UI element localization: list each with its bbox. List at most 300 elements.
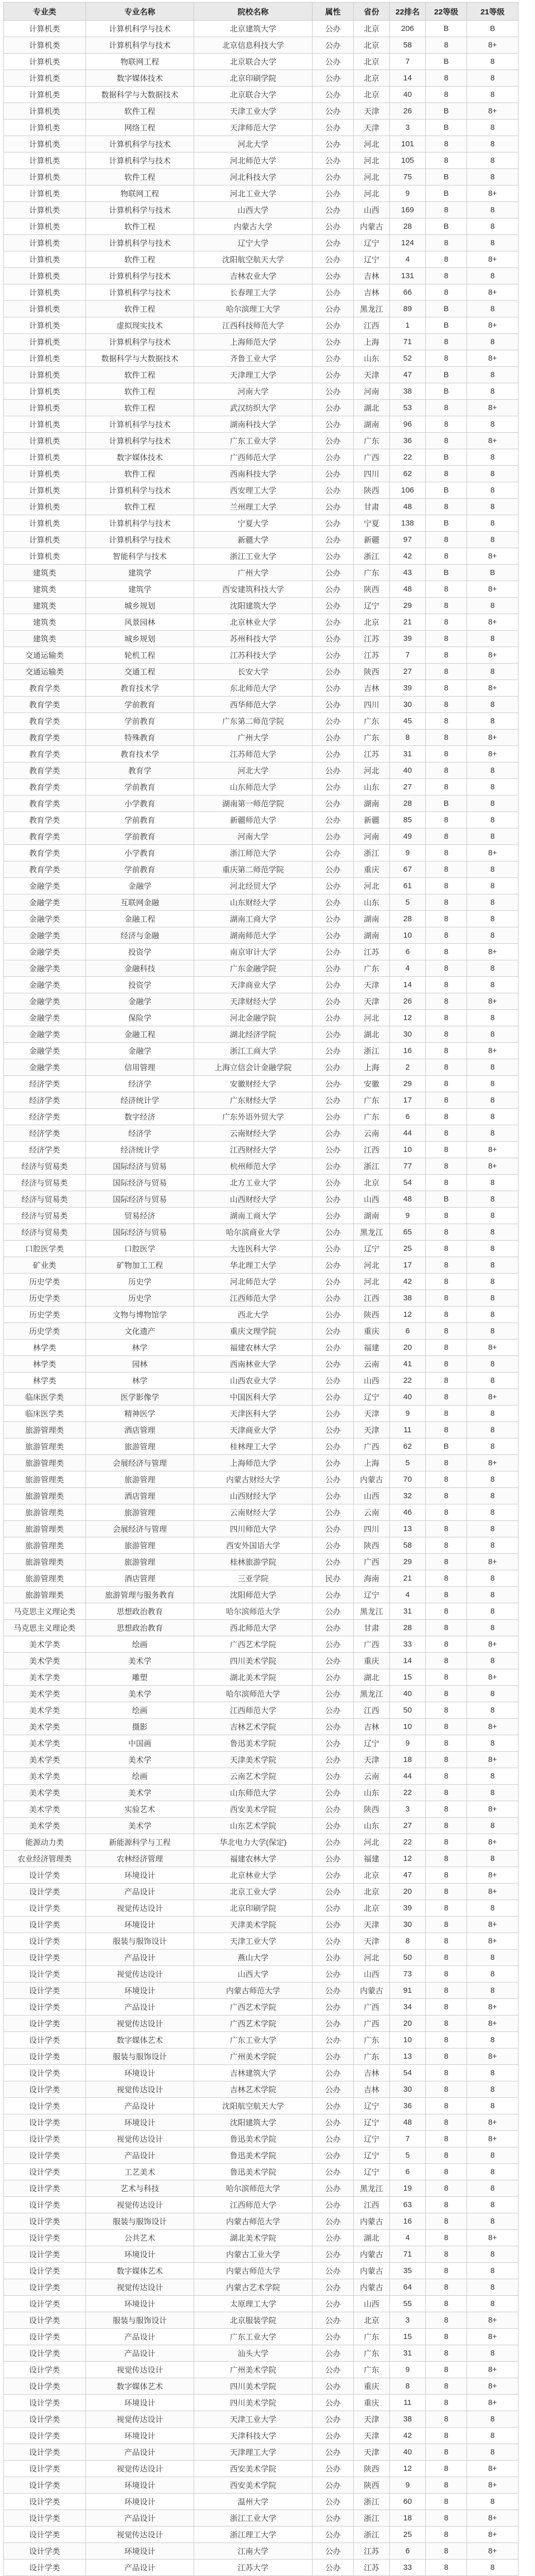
cell-major-category: 计算机类 bbox=[4, 433, 86, 449]
cell-rank-2022: 31 bbox=[390, 1603, 426, 1620]
cell-school-name: 河北工业大学 bbox=[194, 185, 313, 202]
cell-level-2021: 8 bbox=[467, 1241, 519, 1257]
cell-major-category: 设计学类 bbox=[4, 2477, 86, 2494]
cell-level-2022: 8 bbox=[426, 812, 467, 828]
cell-level-2022: B bbox=[426, 317, 467, 334]
cell-school-name: 安徽财经大学 bbox=[194, 1076, 313, 1092]
cell-major-name: 文物与博物馆学 bbox=[86, 1307, 194, 1323]
cell-level-2021: 8+ bbox=[467, 1554, 519, 1570]
cell-level-2021: 8 bbox=[467, 812, 519, 828]
table-row bbox=[4, 1323, 519, 1340]
cell-ownership: 公办 bbox=[313, 1257, 354, 1274]
cell-level-2021: 8 bbox=[467, 202, 519, 218]
cell-school-name: 湖南科技大学 bbox=[194, 416, 313, 433]
cell-level-2021: 8 bbox=[467, 1966, 519, 1982]
cell-level-2021: 8 bbox=[467, 598, 519, 614]
cell-major-name: 雕塑 bbox=[86, 1669, 194, 1686]
cell-level-2022: 8 bbox=[426, 1504, 467, 1521]
cell-rank-2022: 5 bbox=[390, 894, 426, 911]
table-row bbox=[4, 268, 519, 284]
cell-level-2021: 8 bbox=[467, 235, 519, 251]
cell-major-name: 矿物加工工程 bbox=[86, 1257, 194, 1274]
cell-province: 河南 bbox=[354, 828, 390, 845]
table-row bbox=[4, 1307, 519, 1323]
cell-major-category: 经济与贸易类 bbox=[4, 1208, 86, 1224]
cell-major-name: 软件工程 bbox=[86, 301, 194, 317]
cell-level-2022: 8 bbox=[426, 1158, 467, 1175]
cell-rank-2022: 12 bbox=[390, 1307, 426, 1323]
cell-school-name: 福建农林大学 bbox=[194, 1340, 313, 1356]
cell-major-category: 历史学类 bbox=[4, 1274, 86, 1290]
cell-school-name: 湖北美术学院 bbox=[194, 2230, 313, 2246]
table-row bbox=[4, 680, 519, 697]
cell-ownership: 公办 bbox=[313, 317, 354, 334]
cell-level-2021: 8 bbox=[467, 499, 519, 515]
cell-school-name: 汕头大学 bbox=[194, 2345, 313, 2362]
cell-ownership: 公办 bbox=[313, 2114, 354, 2131]
header-level-2022: 22等级 bbox=[426, 3, 467, 21]
cell-level-2022: 8 bbox=[426, 1735, 467, 1752]
cell-rank-2022: 40 bbox=[390, 762, 426, 779]
table-row bbox=[4, 1026, 519, 1043]
cell-ownership: 公办 bbox=[313, 1175, 354, 1191]
cell-province: 甘肃 bbox=[354, 1620, 390, 1636]
cell-province: 广西 bbox=[354, 1554, 390, 1570]
cell-ownership: 公办 bbox=[313, 1076, 354, 1092]
cell-major-category: 设计学类 bbox=[4, 2329, 86, 2345]
cell-province: 四川 bbox=[354, 697, 390, 713]
table-row bbox=[4, 350, 519, 367]
cell-major-name: 交通工程 bbox=[86, 664, 194, 680]
cell-ownership: 公办 bbox=[313, 713, 354, 730]
cell-major-category: 计算机类 bbox=[4, 548, 86, 565]
cell-level-2021: 8+ bbox=[467, 1455, 519, 1471]
cell-province: 江苏 bbox=[354, 944, 390, 960]
cell-level-2022: 8 bbox=[426, 1405, 467, 1422]
cell-school-name: 天津工业大学 bbox=[194, 103, 313, 120]
cell-level-2022: B bbox=[426, 185, 467, 202]
cell-province: 浙江 bbox=[354, 2510, 390, 2527]
cell-school-name: 鲁迅美术学院 bbox=[194, 2164, 313, 2180]
cell-ownership: 公办 bbox=[313, 2131, 354, 2147]
cell-rank-2022: 4 bbox=[390, 1587, 426, 1603]
table-row bbox=[4, 202, 519, 218]
cell-level-2021: 8 bbox=[467, 1109, 519, 1125]
cell-province: 新疆 bbox=[354, 532, 390, 548]
cell-major-category: 计算机类 bbox=[4, 499, 86, 515]
cell-major-name: 视觉传达设计 bbox=[86, 2461, 194, 2477]
cell-level-2021: 8 bbox=[467, 1224, 519, 1241]
table-row bbox=[4, 2213, 519, 2230]
table-row bbox=[4, 1455, 519, 1471]
cell-province: 重庆 bbox=[354, 861, 390, 878]
table-row bbox=[4, 1043, 519, 1059]
cell-level-2021: 8 bbox=[467, 268, 519, 284]
cell-major-name: 产品设计 bbox=[86, 2444, 194, 2461]
cell-school-name: 新疆大学 bbox=[194, 532, 313, 548]
cell-major-name: 金融科技 bbox=[86, 960, 194, 977]
table-row bbox=[4, 235, 519, 251]
cell-level-2022: 8 bbox=[426, 2296, 467, 2312]
cell-rank-2022: 13 bbox=[390, 2048, 426, 2065]
cell-major-name: 工艺美术 bbox=[86, 2164, 194, 2180]
cell-major-name: 美术学 bbox=[86, 1752, 194, 1768]
cell-school-name: 广州美术学院 bbox=[194, 2048, 313, 2065]
table-row bbox=[4, 664, 519, 680]
cell-rank-2022: 8 bbox=[390, 2378, 426, 2395]
cell-major-category: 设计学类 bbox=[4, 2065, 86, 2081]
cell-rank-2022: 6 bbox=[390, 1323, 426, 1340]
cell-province: 吉林 bbox=[354, 284, 390, 301]
cell-major-name: 学前教育 bbox=[86, 779, 194, 795]
table-row bbox=[4, 1241, 519, 1257]
cell-province: 内蒙古 bbox=[354, 1982, 390, 1999]
cell-major-category: 交通运输类 bbox=[4, 664, 86, 680]
cell-major-name: 中国画 bbox=[86, 1735, 194, 1752]
cell-school-name: 重庆文理学院 bbox=[194, 1323, 313, 1340]
cell-school-name: 广东第二师范学院 bbox=[194, 713, 313, 730]
cell-major-name: 历史学 bbox=[86, 1274, 194, 1290]
cell-province: 广东 bbox=[354, 2362, 390, 2378]
cell-major-category: 设计学类 bbox=[4, 2230, 86, 2246]
table-row bbox=[4, 416, 519, 433]
cell-school-name: 内蒙古师范大学 bbox=[194, 2263, 313, 2279]
cell-ownership: 公办 bbox=[313, 960, 354, 977]
table-row bbox=[4, 1570, 519, 1587]
cell-ownership: 公办 bbox=[313, 1900, 354, 1917]
cell-school-name: 广东工业大学 bbox=[194, 2329, 313, 2345]
cell-level-2022: 8 bbox=[426, 2263, 467, 2279]
cell-ownership: 公办 bbox=[313, 433, 354, 449]
cell-rank-2022: 91 bbox=[390, 1982, 426, 1999]
cell-major-category: 经济与贸易类 bbox=[4, 1158, 86, 1175]
cell-level-2022: 8 bbox=[426, 1471, 467, 1488]
cell-level-2021: 8+ bbox=[467, 1884, 519, 1900]
cell-major-name: 产品设计 bbox=[86, 1999, 194, 2015]
cell-ownership: 公办 bbox=[313, 2411, 354, 2428]
table-row bbox=[4, 1059, 519, 1076]
cell-level-2021: 8 bbox=[467, 1175, 519, 1191]
cell-major-category: 农业经济管理类 bbox=[4, 1851, 86, 1867]
cell-rank-2022: 49 bbox=[390, 828, 426, 845]
cell-ownership: 公办 bbox=[313, 2428, 354, 2444]
cell-school-name: 广州大学 bbox=[194, 730, 313, 746]
cell-major-name: 软件工程 bbox=[86, 400, 194, 416]
table-row bbox=[4, 2494, 519, 2510]
cell-rank-2022: 28 bbox=[390, 218, 426, 235]
cell-province: 江苏 bbox=[354, 631, 390, 647]
cell-level-2021: 8+ bbox=[467, 2230, 519, 2246]
cell-rank-2022: 8 bbox=[390, 730, 426, 746]
cell-province: 陕西 bbox=[354, 581, 390, 598]
table-row bbox=[4, 944, 519, 960]
cell-major-category: 计算机类 bbox=[4, 218, 86, 235]
cell-province: 辽宁 bbox=[354, 1241, 390, 1257]
cell-school-name: 西安建筑科技大学 bbox=[194, 581, 313, 598]
cell-school-name: 江苏科技大学 bbox=[194, 647, 313, 664]
cell-major-name: 会展经济与管理 bbox=[86, 1521, 194, 1537]
cell-major-category: 金融学类 bbox=[4, 927, 86, 944]
cell-level-2022: 8 bbox=[426, 1076, 467, 1092]
table-row bbox=[4, 1686, 519, 1702]
cell-level-2021: 8 bbox=[467, 878, 519, 894]
cell-province: 河北 bbox=[354, 1834, 390, 1851]
cell-ownership: 公办 bbox=[313, 1537, 354, 1554]
cell-level-2021: 8 bbox=[467, 218, 519, 235]
table-row bbox=[4, 2329, 519, 2345]
cell-major-name: 会展经济与管理 bbox=[86, 1455, 194, 1471]
cell-province: 云南 bbox=[354, 1504, 390, 1521]
cell-school-name: 广东外语外贸大学 bbox=[194, 1109, 313, 1125]
cell-level-2022: 8 bbox=[426, 1851, 467, 1867]
cell-ownership: 公办 bbox=[313, 202, 354, 218]
cell-rank-2022: 58 bbox=[390, 1537, 426, 1554]
cell-school-name: 山西大学 bbox=[194, 202, 313, 218]
cell-level-2022: 8 bbox=[426, 1010, 467, 1026]
cell-province: 广东 bbox=[354, 565, 390, 581]
table-row bbox=[4, 2461, 519, 2477]
cell-major-category: 经济与贸易类 bbox=[4, 1191, 86, 1208]
cell-school-name: 四川美术学院 bbox=[194, 1653, 313, 1669]
table-row bbox=[4, 2081, 519, 2098]
cell-rank-2022: 9 bbox=[390, 845, 426, 861]
cell-level-2022: 8 bbox=[426, 2494, 467, 2510]
cell-ownership: 公办 bbox=[313, 2560, 354, 2576]
cell-level-2022: 8 bbox=[426, 350, 467, 367]
cell-level-2021: 8+ bbox=[467, 185, 519, 202]
cell-ownership: 公办 bbox=[313, 2213, 354, 2230]
cell-major-category: 设计学类 bbox=[4, 2279, 86, 2296]
cell-level-2021: 8 bbox=[467, 1010, 519, 1026]
cell-level-2022: 8 bbox=[426, 334, 467, 350]
cell-ownership: 公办 bbox=[313, 1340, 354, 1356]
table-row bbox=[4, 911, 519, 927]
cell-province: 山西 bbox=[354, 2296, 390, 2312]
cell-level-2022: 8 bbox=[426, 779, 467, 795]
table-row bbox=[4, 2395, 519, 2411]
cell-major-name: 轮机工程 bbox=[86, 647, 194, 664]
cell-school-name: 吉林艺术学院 bbox=[194, 2081, 313, 2098]
cell-major-name: 思想政治教育 bbox=[86, 1620, 194, 1636]
cell-rank-2022: 101 bbox=[390, 136, 426, 152]
table-row bbox=[4, 499, 519, 515]
cell-level-2021: 8 bbox=[467, 2345, 519, 2362]
cell-major-category: 美术学类 bbox=[4, 1818, 86, 1834]
cell-major-name: 建筑学 bbox=[86, 581, 194, 598]
cell-major-name: 金融工程 bbox=[86, 911, 194, 927]
table-row bbox=[4, 1010, 519, 1026]
cell-ownership: 公办 bbox=[313, 1059, 354, 1076]
table-row bbox=[4, 2180, 519, 2197]
ranking-sheet bbox=[3, 2, 518, 2576]
cell-school-name: 江西师范大学 bbox=[194, 2197, 313, 2213]
cell-rank-2022: 39 bbox=[390, 680, 426, 697]
cell-major-name: 林学 bbox=[86, 1372, 194, 1389]
cell-major-name: 美术学 bbox=[86, 1818, 194, 1834]
table-row bbox=[4, 2114, 519, 2131]
table-row bbox=[4, 532, 519, 548]
cell-level-2022: 8 bbox=[426, 581, 467, 598]
cell-major-name: 互联网金融 bbox=[86, 894, 194, 911]
table-row bbox=[4, 1752, 519, 1768]
cell-level-2021: 8 bbox=[467, 1208, 519, 1224]
cell-province: 天津 bbox=[354, 2411, 390, 2428]
cell-ownership: 公办 bbox=[313, 1290, 354, 1307]
cell-ownership: 公办 bbox=[313, 1768, 354, 1785]
cell-ownership: 公办 bbox=[313, 1224, 354, 1241]
cell-level-2022: B bbox=[426, 795, 467, 812]
cell-province: 天津 bbox=[354, 2444, 390, 2461]
cell-level-2021: 8+ bbox=[467, 103, 519, 120]
cell-ownership: 公办 bbox=[313, 169, 354, 185]
table-row bbox=[4, 2015, 519, 2032]
table-row bbox=[4, 2378, 519, 2395]
cell-level-2022: 8 bbox=[426, 2197, 467, 2213]
cell-ownership: 公办 bbox=[313, 812, 354, 828]
cell-ownership: 公办 bbox=[313, 614, 354, 631]
cell-level-2021: 8 bbox=[467, 1603, 519, 1620]
cell-rank-2022: 71 bbox=[390, 334, 426, 350]
cell-level-2022: 8 bbox=[426, 2279, 467, 2296]
cell-school-name: 湖南师范大学 bbox=[194, 927, 313, 944]
cell-school-name: 浙江工业大学 bbox=[194, 548, 313, 565]
cell-level-2022: 8 bbox=[426, 631, 467, 647]
cell-major-name: 产品设计 bbox=[86, 2345, 194, 2362]
cell-rank-2022: 85 bbox=[390, 812, 426, 828]
cell-school-name: 四川美术学院 bbox=[194, 2378, 313, 2395]
cell-level-2021: 8 bbox=[467, 532, 519, 548]
cell-major-category: 金融学类 bbox=[4, 894, 86, 911]
table-row bbox=[4, 1867, 519, 1884]
cell-rank-2022: 3 bbox=[390, 120, 426, 136]
cell-school-name: 湖南工商大学 bbox=[194, 911, 313, 927]
cell-major-category: 教育学类 bbox=[4, 812, 86, 828]
table-row bbox=[4, 185, 519, 202]
cell-major-category: 计算机类 bbox=[4, 136, 86, 152]
cell-level-2021: 8+ bbox=[467, 1752, 519, 1768]
cell-level-2021: 8 bbox=[467, 1768, 519, 1785]
cell-rank-2022: 29 bbox=[390, 598, 426, 614]
table-row bbox=[4, 1834, 519, 1851]
cell-province: 上海 bbox=[354, 334, 390, 350]
cell-major-category: 设计学类 bbox=[4, 2444, 86, 2461]
cell-ownership: 公办 bbox=[313, 878, 354, 894]
cell-province: 山东 bbox=[354, 894, 390, 911]
cell-rank-2022: 96 bbox=[390, 416, 426, 433]
cell-major-name: 服装与服饰设计 bbox=[86, 1933, 194, 1950]
table-row bbox=[4, 861, 519, 878]
cell-province: 广东 bbox=[354, 1092, 390, 1109]
cell-level-2021: 8+ bbox=[467, 1867, 519, 1884]
cell-major-category: 美术学类 bbox=[4, 1669, 86, 1686]
cell-ownership: 公办 bbox=[313, 1010, 354, 1026]
cell-major-category: 交通运输类 bbox=[4, 647, 86, 664]
cell-rank-2022: 39 bbox=[390, 1900, 426, 1917]
cell-major-name: 环境设计 bbox=[86, 2494, 194, 2510]
cell-school-name: 西南林业大学 bbox=[194, 1356, 313, 1372]
cell-school-name: 三亚学院 bbox=[194, 1570, 313, 1587]
cell-school-name: 西北大学 bbox=[194, 1307, 313, 1323]
table-row bbox=[4, 1340, 519, 1356]
cell-major-category: 美术学类 bbox=[4, 1686, 86, 1702]
cell-major-category: 设计学类 bbox=[4, 2164, 86, 2180]
table-row bbox=[4, 2345, 519, 2362]
cell-major-name: 服装与服饰设计 bbox=[86, 2312, 194, 2329]
cell-school-name: 长春理工大学 bbox=[194, 284, 313, 301]
cell-province: 浙江 bbox=[354, 845, 390, 861]
cell-province: 山西 bbox=[354, 1372, 390, 1389]
cell-major-name: 计算机科学与技术 bbox=[86, 416, 194, 433]
cell-province: 陕西 bbox=[354, 1801, 390, 1818]
cell-rank-2022: 30 bbox=[390, 1026, 426, 1043]
cell-level-2021: 8 bbox=[467, 1851, 519, 1867]
cell-level-2021: 8+ bbox=[467, 2131, 519, 2147]
cell-province: 陕西 bbox=[354, 1307, 390, 1323]
cell-school-name: 天津商业大学 bbox=[194, 1422, 313, 1438]
cell-level-2022: 8 bbox=[426, 911, 467, 927]
cell-rank-2022: 7 bbox=[390, 2131, 426, 2147]
cell-province: 浙江 bbox=[354, 2527, 390, 2543]
cell-ownership: 公办 bbox=[313, 845, 354, 861]
cell-ownership: 公办 bbox=[313, 532, 354, 548]
cell-major-category: 计算机类 bbox=[4, 87, 86, 103]
cell-ownership: 公办 bbox=[313, 2444, 354, 2461]
cell-major-category: 马克思主义理论类 bbox=[4, 1603, 86, 1620]
cell-major-category: 教育学类 bbox=[4, 779, 86, 795]
cell-ownership: 公办 bbox=[313, 1471, 354, 1488]
cell-ownership: 公办 bbox=[313, 1587, 354, 1603]
cell-province: 天津 bbox=[354, 1405, 390, 1422]
cell-major-name: 视觉传达设计 bbox=[86, 2015, 194, 2032]
table-row bbox=[4, 218, 519, 235]
cell-level-2022: B bbox=[426, 169, 467, 185]
cell-major-name: 风景园林 bbox=[86, 614, 194, 631]
cell-rank-2022: 20 bbox=[390, 1884, 426, 1900]
cell-major-category: 建筑类 bbox=[4, 581, 86, 598]
cell-province: 湖南 bbox=[354, 927, 390, 944]
cell-level-2022: 8 bbox=[426, 828, 467, 845]
table-row bbox=[4, 1950, 519, 1966]
cell-rank-2022: 3 bbox=[390, 1801, 426, 1818]
cell-major-category: 旅游管理类 bbox=[4, 1471, 86, 1488]
cell-level-2021: 8 bbox=[467, 416, 519, 433]
cell-ownership: 公办 bbox=[313, 1504, 354, 1521]
cell-school-name: 大连医科大学 bbox=[194, 1241, 313, 1257]
cell-level-2021: 8+ bbox=[467, 2048, 519, 2065]
cell-school-name: 齐鲁工业大学 bbox=[194, 350, 313, 367]
cell-level-2021: 8 bbox=[467, 1471, 519, 1488]
cell-level-2022: 8 bbox=[426, 993, 467, 1010]
cell-level-2021: 8 bbox=[467, 1026, 519, 1043]
cell-province: 内蒙古 bbox=[354, 218, 390, 235]
cell-school-name: 江西科技师范大学 bbox=[194, 317, 313, 334]
table-row bbox=[4, 1224, 519, 1241]
cell-ownership: 公办 bbox=[313, 70, 354, 87]
cell-major-name: 环境设计 bbox=[86, 1917, 194, 1933]
cell-school-name: 江西财经大学 bbox=[194, 1142, 313, 1158]
cell-major-name: 国际经济与贸易 bbox=[86, 1175, 194, 1191]
cell-level-2022: 8 bbox=[426, 1752, 467, 1768]
cell-province: 广东 bbox=[354, 2329, 390, 2345]
cell-ownership: 公办 bbox=[313, 334, 354, 350]
cell-school-name: 内蒙古财经大学 bbox=[194, 1471, 313, 1488]
cell-major-category: 美术学类 bbox=[4, 1653, 86, 1669]
cell-level-2022: 8 bbox=[426, 1372, 467, 1389]
cell-level-2022: 8 bbox=[426, 416, 467, 433]
cell-school-name: 云南财经大学 bbox=[194, 1504, 313, 1521]
cell-school-name: 中国医科大学 bbox=[194, 1389, 313, 1405]
cell-major-category: 美术学类 bbox=[4, 1735, 86, 1752]
